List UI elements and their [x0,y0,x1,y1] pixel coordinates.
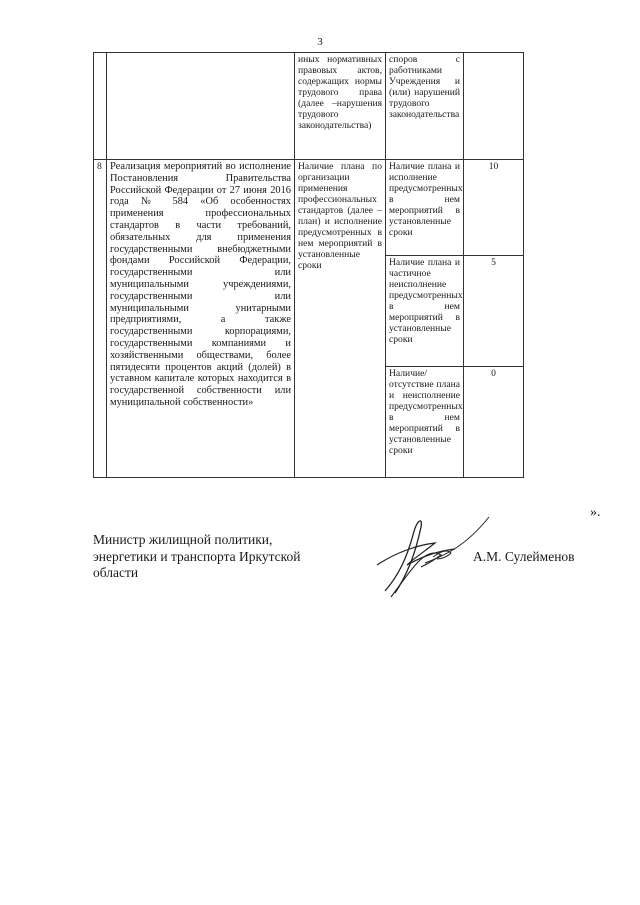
cell-score-empty [464,53,524,160]
signer-name: А.М. Сулейменов [473,549,575,564]
cell-name: Реализация мероприятий во исполнение Постановления Правительства Российской Федерации от 27 июня 2016 года № 584 «Об особенностях применения профессиональных стандартов в части требований, обязательных для применения государственными внебюджетными фондами Российской Федерации, государственными или муниципальными учреждениями, государственными или муниципальными унитарными предприятиями, а также государственными корпорациями, государственными компаниями и хозяйственными обществами, более пятидесяти процентов акций (долей) в уставном капитале которых находится в государственной собственности или муниципальной собственности» [107,160,295,478]
cell-condition-3: Наличие/отсутствие плана и неисполнение предусмотренных в нем мероприятий в установленные сроки [386,367,464,478]
cell-name-empty [107,53,295,160]
signer-title: Министр жилищной политики, энергетики и транспорта Иркутской области [93,532,301,580]
cell-criterion: Наличие плана по организации применения профессиональных стандартов (далее – план) и исполнение предусмотренных в нем мероприятий в установленные сроки [295,160,386,478]
table-row-8a [94,160,524,256]
cell-condition-1: Наличие плана и исполнение предусмотренных в нем мероприятий в установленные сроки [386,160,464,256]
cell-score-3: 0 [464,367,524,478]
cell-score-2: 5 [464,256,524,367]
cell-condition-continuation: споров с работниками Учреждения и (или) нарушений трудового законодательства [386,53,464,160]
cell-condition-2: Наличие плана и частичное неисполнение предусмотренных в нем мероприятий в установленные сроки [386,256,464,367]
cell-number: 8 [94,160,107,478]
page-number: 3 [317,36,323,48]
table-row-continuation [94,53,524,160]
criteria-table [93,52,524,478]
cell-criterion-continuation: иных нормативных правовых актов, содержащих нормы трудового права (далее –нарушения трудового законодательства) [295,53,386,160]
closing-quote: ». [590,505,601,520]
cell-score-1: 10 [464,160,524,256]
cell-number-empty [94,53,107,160]
